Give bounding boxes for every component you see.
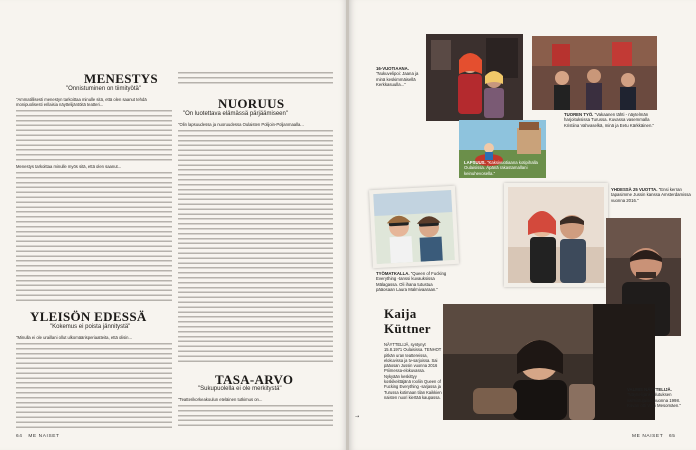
folio-right: ME NAISET 65 [632,434,676,439]
photo-16-vuotiaana [426,34,523,121]
bio-name-last: Küttner [384,321,431,336]
subheading-tasa-arvo: "Sukupuolella ei ole merkitystä" [198,386,282,392]
text-block-tasa-arvo [178,405,333,429]
photo-tuoren-tyo [532,36,657,110]
subheading-nuoruus: "On luotettava elämässä pärjäämiseen" [183,111,288,117]
text-block-menestys-a [16,110,172,162]
photo-valmis-nayttelija-illustration [443,304,655,420]
caption-bold: LAPSUUS. [464,160,486,165]
caption-tyomatkalla [376,271,451,301]
caption-tuoren-tyo [564,112,658,148]
caption-yhdessa [611,187,691,215]
lead-menestys-1: "Ammatillisesti menestyn tarkoittaa minulle sitä, että olen saanut tehdä monipuolisesti erilaisia näyttelijäntöitä teatteri... [16,97,147,108]
photo-yhdessa [508,187,604,283]
subheading-menestys: "Onnistuminen on tiimityötä" [66,86,141,92]
caption-valmis-nayttelija [627,387,689,427]
photo-yhdessa-illustration [508,187,604,283]
heading-yleison-edessa: YLEISÖN EDESSÄ [30,309,147,324]
lead-yleison-edessa: "Minulla ei ole uraillani ollut ulkomäärisperiaatteita, että olisin... [16,335,133,340]
caption-text: "Ensi kerran tapasimme Jussin kanssa Amsterdamissa vuonna 2016." [611,187,691,203]
text-block-yleison-edessa [16,343,172,429]
photo-valmis-nayttelija [443,304,655,420]
subheading-yleison-edessa: "Kokemus ei poista jännitystä" [50,324,131,330]
lead-tasa-arvo: "Teatterikorkeakoulun eteläinen tutkimus on... [178,397,263,402]
caption-bold: VALMIS NÄYTTELIJÄ. [627,387,672,392]
arrow-right-icon: → [355,414,360,420]
caption-bold: 16-VUOTIAANA. [376,66,409,71]
folio-left: 64 ME NAISET [16,434,60,439]
photo-tyomatkalla-illustration [373,190,455,264]
caption-text: "Vakaanen tähti - näytelmän harjoituksissa Turussa. Kuvassa vasemmalla Kristiina Vahvaselkä, minä ja Eetu Kärkkäinen." [564,112,655,128]
photo-16-vuotiaana-illustration [426,34,523,121]
heading-nuoruus: NUORUUS [218,96,285,111]
caption-16-vuotiaana [376,66,421,108]
lead-nuoruus: "Olin lapsuudessa ja nuoruudessa Oulaisten Polijoin-Poljanmaalla... [178,122,304,127]
heading-menestys: MENESTYS [84,71,158,86]
bio-name-first: Kaija [384,306,417,321]
lead-menestys-2: Menestys tarkoittaa minulle myös sitä, että olen saanut... [16,164,122,169]
caption-bold: TUOREN TYÖ. [564,112,594,117]
text-block-menestys-b [16,172,172,302]
caption-text: "Nukuvelipoi: Jaana ja minä keskimmäisellä Kerkkasuulla..." [376,71,419,88]
text-block-nuoruus [178,130,333,362]
caption-text: "Queen of Fucking Everything -tanssi kuvauksissa Mälagassa. Oli ihana tutustua pääosaan Laura Malmivaaraan." [376,271,447,293]
caption-bold: YHDESSÄ 25 VUOTTA. [611,187,658,192]
caption-bold: TYÖMATKALLA. [376,271,410,276]
left-page [0,0,347,450]
photo-tuoren-tyo-illustration [532,36,657,110]
text-block-middle-top [178,72,333,86]
caption-text: "Kaksivuotiaana kotipihalla Oulaisissa. Äpänä rakastamallani keinuhevosella." [464,160,538,176]
heading-tasa-arvo: TASA-ARVO [215,372,294,387]
bio-text: NÄYTTELIJÄ, syntynyt 15.8.1971 Oulaisissa. TENHOT pitkän uran teattereissa, elokuvissa ja tv-sarjoissa. Sai pääosan Jussin vuonna 2016 Priimessa-elokuvassa. Nykyään keskittyy koskikeittäjänä rooliin Queen of Fucking Everything -sarjassa ja Turussa kotimaan tilan Kaikkien naisten nuori kiertää kaupassa. [384,342,442,400]
caption-text: "Näyttelijänkoulutuksen valmistujaiset vuonna 1998. Kuvan otti Virpi Mesomäen." [627,392,681,409]
photo-tyomatkalla [373,190,455,264]
right-page [349,0,696,450]
